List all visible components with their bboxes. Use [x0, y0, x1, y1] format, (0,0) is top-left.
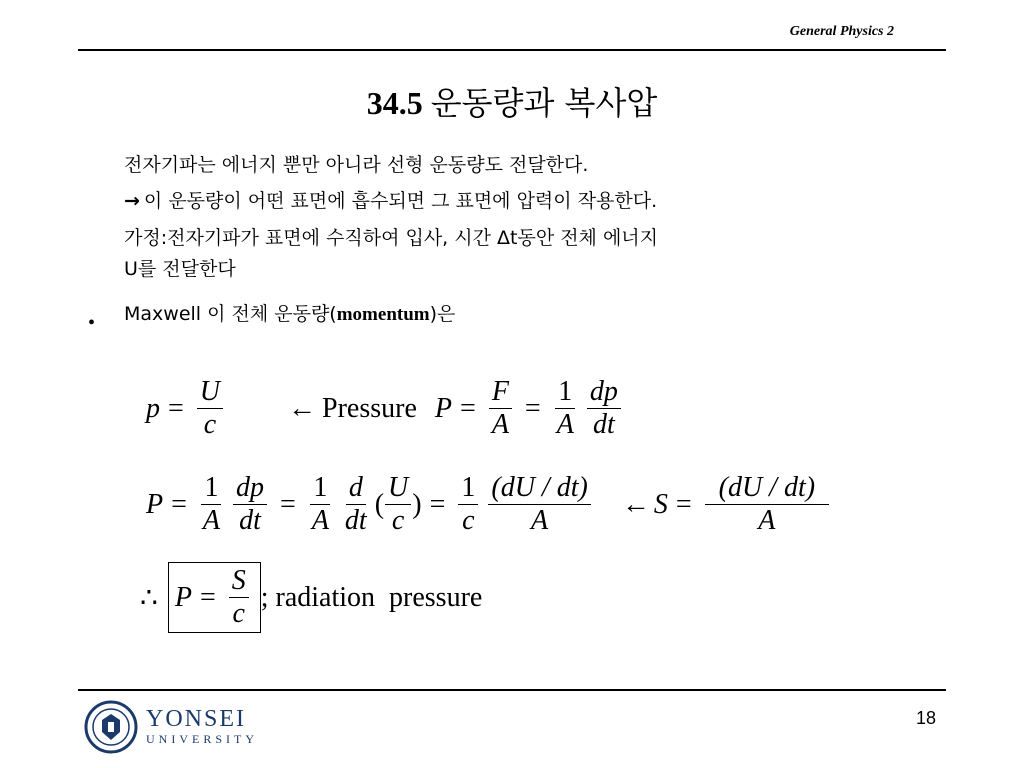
eq2-A-2: A — [311, 505, 329, 536]
eq3-label: ; radiation pressure — [260, 581, 483, 613]
eq1-equals: = — [168, 392, 184, 424]
page-number: 18 — [915, 708, 936, 728]
footer-rule — [78, 689, 946, 691]
equation-2 — [146, 472, 834, 537]
eq2-one-2: 1 — [310, 472, 330, 505]
body-line-1: 전자기파는 에너지 뿐만 아니라 선형 운동량도 전달한다. — [124, 154, 589, 176]
yonsei-seal-icon — [84, 700, 138, 754]
logo-name: YONSEI — [146, 706, 246, 732]
eq2-dUdt: (dU / dt) — [488, 472, 590, 505]
body-line-4-text: U를 전달한다 — [124, 258, 236, 280]
eq2-dt: dt — [239, 505, 261, 536]
eq2-dUdt-2: (dU / dt) — [705, 472, 829, 505]
logo-sub: UNIVERSITY — [146, 732, 258, 746]
eq2-dp: dp — [233, 472, 267, 505]
eq2-c-2: c — [462, 505, 475, 536]
logo-text — [146, 707, 258, 747]
eq2-one-3: 1 — [458, 472, 478, 505]
eq2-frac-dUdt-A — [488, 472, 590, 537]
bullet-post: )은 — [429, 303, 456, 325]
eq1-F: F — [489, 376, 512, 409]
eq2-frac-dp-dt — [233, 472, 267, 537]
therefore-icon: ∴ — [140, 582, 158, 614]
section-title: 운동량과 복사압 — [430, 84, 658, 122]
equation-1 — [146, 376, 626, 441]
eq2-A-4: A — [758, 505, 776, 536]
eq2-U: U — [385, 472, 411, 505]
eq3-P: P — [174, 581, 192, 613]
eq1-equals-3: = — [524, 392, 541, 424]
eq1-P: P — [434, 392, 453, 424]
body-line-3 — [124, 223, 954, 285]
eq2-frac-1-A — [200, 472, 223, 537]
eq2-frac-U-c — [385, 472, 411, 537]
eq1-U: U — [197, 376, 223, 409]
bullet-icon: • — [88, 312, 96, 334]
eq1-one: 1 — [555, 376, 575, 409]
eq2-one: 1 — [201, 472, 221, 505]
eq2-P: P — [146, 488, 164, 520]
eq1-dt: dt — [592, 409, 615, 440]
eq3-equals: = — [199, 581, 216, 613]
bullet-line — [124, 299, 954, 330]
equation-3 — [140, 562, 482, 633]
eq2-lparen: ( — [374, 488, 385, 520]
eq1-equals-2: = — [460, 392, 476, 424]
eq1-pressure: Pressure — [322, 392, 417, 424]
eq1-p: p — [146, 392, 160, 424]
university-logo — [84, 700, 258, 754]
section-number: 34.5 — [366, 85, 423, 121]
course-label: General Physics 2 — [789, 24, 894, 39]
result-box — [168, 562, 261, 633]
eq2-rparen: ) — [412, 488, 422, 520]
slide-body — [124, 150, 954, 336]
left-arrow-icon: ← — [288, 392, 317, 424]
eq2-frac-1-c — [458, 472, 478, 537]
header-rule — [78, 49, 946, 51]
eq2-equals-2: = — [280, 488, 296, 520]
slide-title — [0, 78, 1024, 124]
eq2-frac-d-dt — [342, 472, 370, 537]
eq1-A-2: A — [556, 409, 574, 440]
eq1-dp: dp — [587, 376, 621, 409]
eq1-frac-u-c — [197, 376, 223, 441]
eq2-frac-dUdt-A-2 — [705, 472, 829, 537]
eq2-c: c — [391, 505, 405, 536]
eq1-frac-1-A — [554, 376, 577, 441]
body-line-2 — [124, 186, 954, 217]
eq1-c: c — [203, 409, 217, 440]
left-arrow-icon: ← — [621, 488, 650, 520]
eq1-frac-F-A — [489, 376, 512, 441]
right-arrow-icon: → — [124, 190, 140, 212]
body-line-2-text: 이 운동량이 어떤 표면에 흡수되면 그 표면에 압력이 작용한다. — [143, 190, 658, 212]
eq2-equals-3: = — [429, 488, 446, 520]
eq2-equals-4: = — [675, 488, 692, 520]
eq1-A: A — [491, 409, 509, 440]
eq3-S: S — [229, 565, 249, 598]
momentum-word: momentum — [336, 304, 430, 325]
eq2-A-3: A — [531, 505, 549, 536]
body-line-3-text: 가정:전자기파가 표면에 수직하여 입사, 시간 Δt동안 전체 에너지 — [124, 227, 659, 249]
eq1-frac-dp-dt — [587, 376, 621, 441]
eq2-d: d — [346, 472, 366, 505]
eq2-dt-2: dt — [344, 505, 367, 536]
eq2-A: A — [202, 505, 221, 536]
eq2-frac-1-A-2 — [309, 472, 332, 537]
eq3-frac-S-c — [229, 565, 249, 630]
bullet-pre: Maxwell 이 전체 운동량( — [124, 303, 337, 325]
eq2-S: S — [653, 488, 668, 520]
eq3-c: c — [232, 598, 245, 629]
eq2-equals: = — [171, 488, 187, 520]
